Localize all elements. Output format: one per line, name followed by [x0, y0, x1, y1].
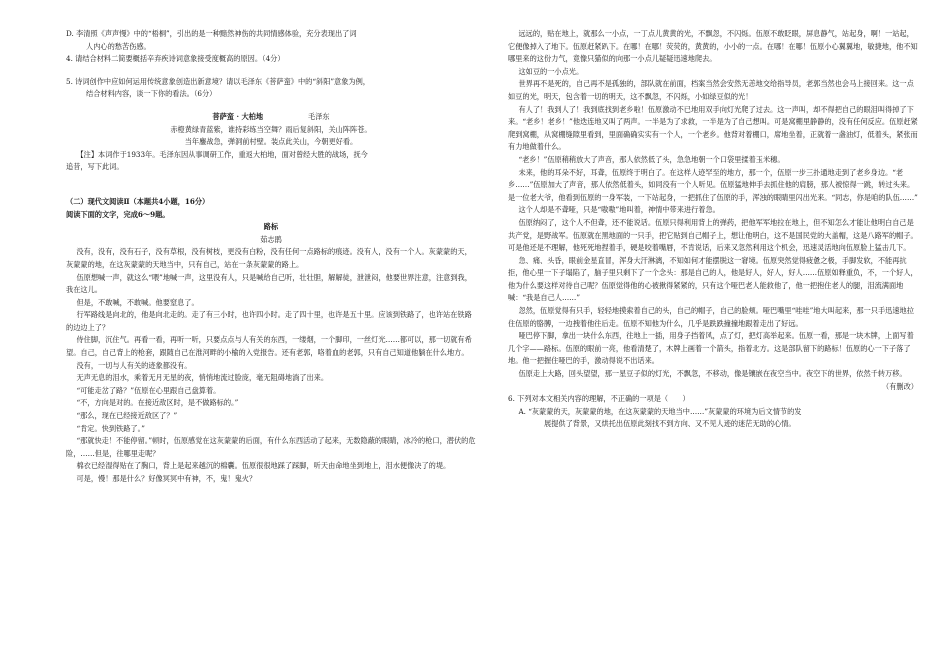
story-paragraph: “不，方向是对的。在接近敌区时，是不做路标的。”	[76, 398, 239, 408]
poem-line-1: 赤橙黄绿青蓝紫，谁持彩练当空舞？雨后复斜阳，关山阵阵苍。	[170, 124, 372, 134]
spacer	[66, 66, 476, 76]
poem-title-line	[66, 111, 476, 124]
left-column	[66, 28, 476, 486]
story-paragraph: 侍住脚，沉住气。再看一看，再听一听，只要点点与人有关的东西，一缕烟，一个脚印，一丝灯光……都可以，那一切就有希望。自己，自己背上的枪套，跟随自己在淮河畔的小榆的入党报告。还有老郭，咯着血的老郭，只有自己知道他躺在什么地方。	[66, 335, 472, 358]
story-paragraph: “那么，现在已经接近敌区了？”	[76, 411, 178, 421]
question-5-line-2: 结合材料内容，谈一下你的看法。（6分）	[86, 89, 217, 99]
story-paragraph: 伍原走上大路，回头望望，那一星豆子似的灯光，不飘忽，不移动，像是镶嵌在夜空当中。夜空下的世界，依然千转万移。	[518, 369, 907, 379]
option-d: D. 李清照《声声慢》中的“梧桐”，引出的是一种黯然神伤的共同情感体验，充分表现出了词	[66, 29, 357, 38]
story-paragraph: 世界再不是死的，自己再不是孤独的，部队就在前面，档案当然会安然无恙地交给指导员，老郭当然也会马上接回来。这一点如豆的光，明天，包含着一切的明天，这不飘忽，不闪烁，小如绿豆似的光！	[508, 79, 914, 101]
question-6-option-a-line-1: A. “灰蒙蒙的天，灰蒙蒙的地，在这灰蒙蒙的天地当中……”灰蒙蒙的环境为后文情节的发	[518, 406, 802, 416]
story-paragraph: 这如豆的一小点光。	[518, 66, 584, 76]
story-paragraph: 哑巴停下脚，拿出一块什么东西，往地上一插，用身子挡着风，点了灯，把灯高举起来。伍原一看，那是一块木牌，上面写着几个字——路标。伍原的眼前一亮，他看清楚了，木牌上画着一个箭头，指着北方。这是部队留下的路标！伍原的心一下子落了地。他一把握住哑巴的手，激动得说不出话来。	[508, 331, 914, 366]
story-paragraph: 这个人却是不聋哑，只是“嗷嗷”地叫着，神情中带来进行着急。	[518, 205, 720, 215]
story-paragraph: 棉衣已经湿得贴在了胸口，背上是起来越沉的棉囊。伍原很很地踩了踩脚，听天由命地坐到地上，泪水便像决了的堤。	[76, 461, 451, 471]
story-paragraph: “那就快走！不能停留。”顿时，伍原感觉在这灰蒙蒙的后面，有什么东西活动了起来，无数隐蔽的眼睛，冰冷的枪口，潜伏的危险，……但是，往哪里走呢？	[66, 436, 476, 458]
story-paragraph: 有人了！我到人了！我到底找到老乡啦！伍原激动不已地用双手向灯光爬了过去。这一声叫，却不得把自己的眼泪叫得掉了下来。“老乡！老乡！”他迭连地又叫了两声。一半是为了求救，一半是为了自己想叫。可是窝棚里静静的，没有任何反应。伍原赶紧爬到窝棚，从窝棚缝隙里看到，里面确确实实有一个人，一个老乡。他背对着棚口，席地坐着，正就着一盏油灯，低着头，紧张而有力地做着什么。	[508, 104, 918, 152]
question-5-line-1: 5. 诗词创作中应如何运用传统意象创造出新意境？请以毛泽东《菩萨蛮》中的“斜阳”意象为例，	[66, 76, 370, 86]
story-paragraph: 可是，慢！那是什么？好像冥冥中有神，不，鬼！鬼火？	[76, 474, 257, 483]
abridged-note: （有删改）	[882, 381, 918, 391]
poem-note-line-1: 【注】本词作于1933年。毛泽东因从事调研工作，重返大柏地，面对曾经大胜的战场，抚今	[76, 149, 368, 159]
story-paragraph: 远远的，贴在地上，就那么一小点，一丁点儿黄黄的光，不飘忽，不闪烁。伍原不敢眨眼，屏息静气，站起身，啊！一站起，它便像掉入了地下。伍原赶紧趴下。在哪！在哪！荧荧的，黄黄的，小小的一点。在哪！在哪！伍原小心翼翼地，敏捷地，他不知哪里来的这份力气，竟像只猫似的向那一小点儿疑疑迅速地爬去。	[508, 29, 918, 64]
section-heading: （二）现代文阅读Ⅱ（本题共4小题，16分）	[66, 196, 210, 206]
poem-line-2: 当年鏖战急，弹洞前村壁。装点此关山，今朝更好看。	[184, 137, 358, 147]
story-paragraph: 急、痛、头昏，眼前金星直冒，浑身大汗淋漓，不知如何才能摆脱这一窘境。伍原突然觉得疲惫之极，手脚发软，不能再抗拒，他心里一下子塌陷了，脑子里只剩下了一个念头：那是自己的人，他是好人，好人，好人……伍原如释重负，不，一个好人，他为什么要这样对待自己呢？伍原觉得他的心被揪得紧紧的，只有这个哑巴老人能救他了，他一把抱住老人的腿，泪流满面地喊：“我是自己人……”	[508, 255, 918, 303]
spacer	[66, 101, 476, 111]
story-paragraph: 未来，他的耳朵不好，耳聋，伍原终于明白了。在这样人迹罕至的地方，那一个，伍原一步三扑通地走到了老乡身边。“老乡……”伍原加大了声音，那人依然低着头，如同没有一个人听见。伍原猛地伸手去抓住他的肩膀，那人被惊得一跳，转过头来。是一位老大爷，他看到伍原的一身军装，一下站起身，一把抓住了伍原的手，浑浊的眼睛里闪出光来。“同志，你是咱的队伍……”	[508, 167, 918, 202]
story-paragraph: 没有，一切与人有关的迹象都没有。	[76, 360, 192, 370]
story-paragraph: “可能走岔了路？”伍原在心里跟自己盘算着。	[76, 385, 221, 395]
story-author: 茹志鹃	[260, 234, 282, 244]
story-paragraph: 伍原想喊一声，就这么“喂”地喊一声，这里没有人，只是喊给自己听，壮壮胆，解解徒，泄泄闷，他要世界注意，注意到我，我在这儿。	[66, 272, 472, 295]
poem-title: 菩萨蛮 · 大柏地	[212, 111, 264, 121]
story-paragraph: 无声无息的泪水，乘着无月无星的夜，悄悄地流过脸庞，毫无阻碍地淌了出来。	[76, 373, 329, 383]
story-title: 路标	[263, 222, 279, 232]
option-d-continued: 人内心的愁苦伤感。	[86, 41, 151, 51]
story-paragraph: 忽然，伍原觉得有只手，轻轻地摸索着自己的头，自己的帽子，自己的脸颊。哑巴嘴里“哇哇”地大叫起来，那一只手迅速地拉住伍原的胳膊，一边拽着他往后走。伍原不知他为什么，几乎是跌跌撞撞地跟着走出了好远。	[508, 306, 914, 328]
story-paragraph: “老乡！”伍原稍稍放大了声音，那人依然低了头，急急地朝一个口袋里揉着玉米穗。	[518, 154, 785, 164]
spacer	[66, 174, 476, 196]
poem-note-line-2: 追昔，写下此词。	[66, 162, 124, 172]
question-6-option-a-line-2: 展提供了背景，又烘托出伍原此刻找不到方向、又不见人迹的迷茫无助的心情。	[544, 419, 796, 429]
story-paragraph: 行军路线是向北的，他是向北走的。走了有三小时，也许四小时。走了四十里，也许是五十里。应该到铁路了，也许站在铁路的边边上了？	[66, 310, 472, 332]
question-6: 6. 下列对本文相关内容的理解，不正确的一项是（ ）	[508, 394, 690, 404]
story-paragraph: 伍原纳闷了，这个人不但聋，还不能说话。伍原只得利用背上的弹药，把他军军地拉在地上，但不知怎么才能让他明白自己是共产党，是野战军。伍原就在黑地面的一只手，把它贴到自己帽子上，想让他明白，这不是国民党的大盖帽，这是八路军的帽子。可是他还是不理解，他死死地捏着手，硬是咬着嘴唇，不肯说话，后来又忽然利用这个机会，迅速灵活地向伍原脸上猛击几下。	[508, 217, 918, 253]
poem-author: 毛泽东	[308, 111, 330, 121]
story-paragraph: 但是，不敢喊，不敢喊。他要窒息了。	[76, 297, 199, 307]
section-instruction: 阅读下面的文字，完成6～9题。	[66, 209, 170, 219]
story-paragraph: “肯定。快到铁路了。”	[76, 423, 145, 433]
right-column	[508, 28, 918, 431]
story-paragraph: 没有，没有，没有石子，没有草根，没有树枝，更没有白粉，没有任何一点路标的痕迹。没有人，没有一个人。灰蒙蒙的天，灰蒙蒙的地，在这灰蒙蒙的天地当中，只有自己，站在一条灰蒙蒙的路上。	[66, 247, 472, 269]
question-4: 4. 请结合材料二简要概括辛弃疾诗词意象接受度概高的原因。（4分）	[66, 54, 285, 64]
